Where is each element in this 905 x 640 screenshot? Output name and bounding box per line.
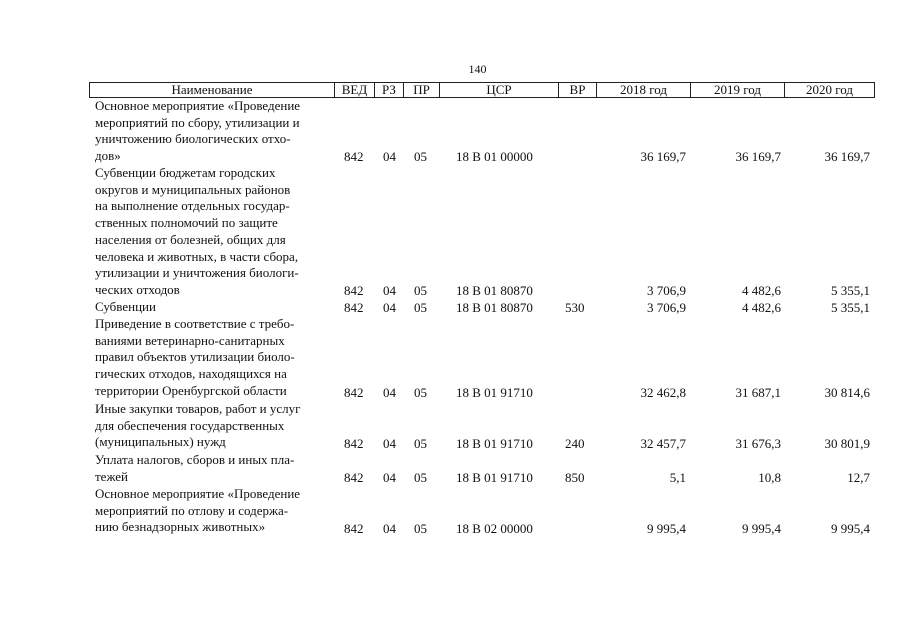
row-ved: 842: [344, 521, 364, 536]
row-pr: 05: [414, 385, 427, 400]
header-csr: ЦСР: [440, 83, 559, 97]
row-ved: 842: [344, 149, 364, 164]
header-vr: ВР: [559, 83, 597, 97]
row-pr: 05: [414, 149, 427, 164]
row-2019: 9 995,4: [742, 521, 781, 536]
row-name: Иные закупки товаров, работ и услуг для обеспечения государственных (муниципальных) нужд: [95, 401, 301, 450]
row-ved: 842: [344, 470, 364, 485]
row-2020: 9 995,4: [831, 521, 870, 536]
table-row: [89, 452, 875, 486]
row-2018: 36 169,7: [640, 149, 686, 164]
header-2018: 2018 год: [597, 83, 691, 97]
row-pr: 05: [414, 521, 427, 536]
row-2019: 4 482,6: [742, 283, 781, 298]
row-2018: 5,1: [669, 470, 686, 485]
row-pr: 05: [414, 300, 427, 315]
row-2020: 30 814,6: [824, 385, 870, 400]
row-csr: 18 В 01 91710: [456, 436, 533, 451]
row-rz: 04: [383, 300, 396, 315]
row-rz: 04: [383, 436, 396, 451]
row-2020: 12,7: [847, 470, 870, 485]
table-row: [89, 299, 875, 316]
row-2020: 30 801,9: [824, 436, 870, 451]
row-name: Субвенции: [95, 299, 156, 314]
header-pr: ПР: [404, 83, 440, 97]
table-header: [89, 82, 875, 98]
header-2019: 2019 год: [691, 83, 785, 97]
row-name: Основное мероприятие «Проведение мероприятий по отлову и содержа- нию безнадзорных животных»: [95, 486, 301, 535]
table-row: [89, 316, 875, 401]
row-csr: 18 В 01 80870: [456, 283, 533, 298]
row-2018: 32 457,7: [640, 436, 686, 451]
row-ved: 842: [344, 385, 364, 400]
row-2019: 4 482,6: [742, 300, 781, 315]
row-csr: 18 В 01 00000: [456, 149, 533, 164]
row-vr: 530: [565, 300, 585, 315]
row-name: Субвенции бюджетам городских округов и муниципальных районов на выполнение отдельных государ- ственных полномочий по защите населения от болезней, общих для человека и животных, в части сбора, утилизации и уничтожения биологи- ческих отходов: [95, 165, 299, 297]
row-pr: 05: [414, 470, 427, 485]
row-rz: 04: [383, 521, 396, 536]
row-2020: 5 355,1: [831, 283, 870, 298]
row-ved: 842: [344, 300, 364, 315]
row-rz: 04: [383, 283, 396, 298]
row-2018: 9 995,4: [647, 521, 686, 536]
row-name: Уплата налогов, сборов и иных пла- тежей: [95, 452, 295, 484]
row-ved: 842: [344, 283, 364, 298]
row-2018: 3 706,9: [647, 283, 686, 298]
header-name: Наименование: [90, 83, 335, 97]
table-row: [89, 98, 875, 165]
page-number: 140: [468, 62, 487, 76]
header-2020: 2020 год: [806, 82, 853, 97]
row-2020: 36 169,7: [824, 149, 870, 164]
row-2019: 36 169,7: [735, 149, 781, 164]
header-rz: РЗ: [375, 83, 404, 97]
row-2019: 31 687,1: [735, 385, 781, 400]
row-csr: 18 В 01 91710: [456, 470, 533, 485]
row-2018: 32 462,8: [640, 385, 686, 400]
table-row: [89, 486, 875, 537]
row-pr: 05: [414, 436, 427, 451]
row-2018: 3 706,9: [647, 300, 686, 315]
row-csr: 18 В 02 00000: [456, 521, 533, 536]
table-row: [89, 401, 875, 452]
row-rz: 04: [383, 149, 396, 164]
header-ved: ВЕД: [335, 83, 375, 97]
row-rz: 04: [383, 385, 396, 400]
row-ved: 842: [344, 436, 364, 451]
table-row: [89, 165, 875, 299]
row-csr: 18 В 01 91710: [456, 385, 533, 400]
row-csr: 18 В 01 80870: [456, 300, 533, 315]
row-pr: 05: [414, 283, 427, 298]
row-vr: 240: [565, 436, 585, 451]
row-2019: 31 676,3: [735, 436, 781, 451]
row-rz: 04: [383, 470, 396, 485]
row-name: Основное мероприятие «Проведение мероприятий по сбору, утилизации и уничтожению биологических отхо- дов»: [95, 98, 301, 164]
row-2020: 5 355,1: [831, 300, 870, 315]
row-2019: 10,8: [758, 470, 781, 485]
row-vr: 850: [565, 470, 585, 485]
row-name: Приведение в соответствие с требо- ваниями ветеринарно-санитарных правил объектов утилизации биоло- гических отходов, находящихся на территории Оренбургской области: [95, 316, 295, 398]
